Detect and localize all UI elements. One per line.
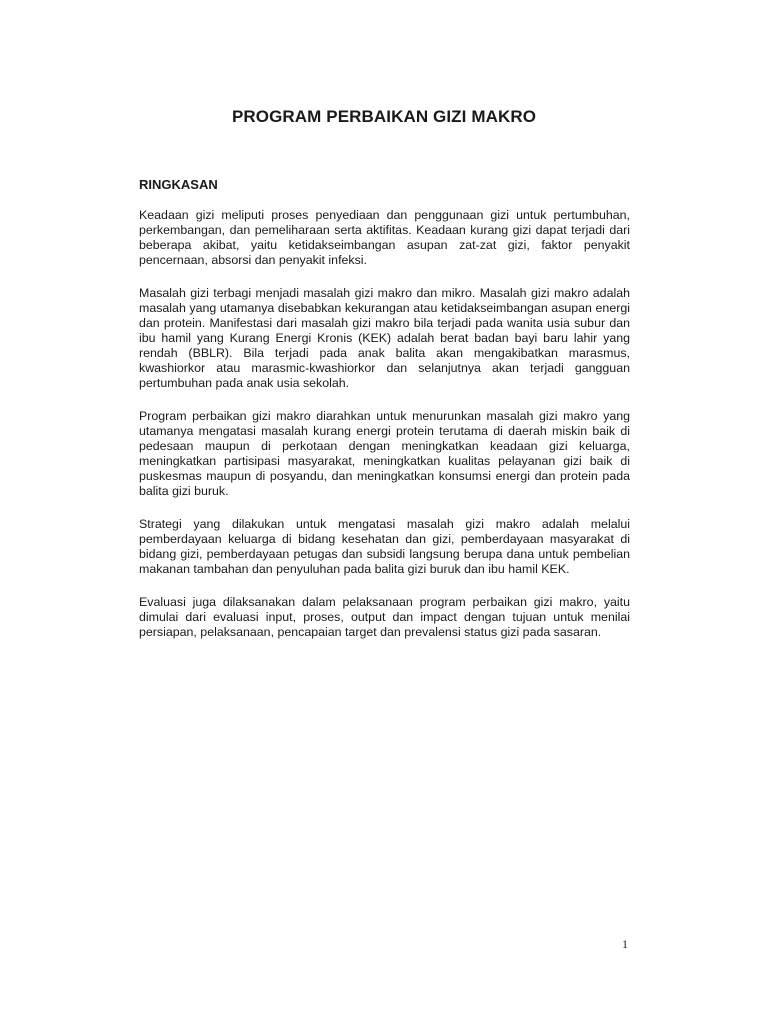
document-title: PROGRAM PERBAIKAN GIZI MAKRO [231,107,537,126]
paragraph-3: Program perbaikan gizi makro diarahkan untuk menurunkan masalah gizi makro yang utamanya mengatasi masalah kurang energi protein terutama di daerah miskin baik di pedesaan maupun di perkotaan dengan meningkatkan keadaan gizi keluarga, meningkatkan partisipasi masyarakat, meningkatkan kualitas pelayanan gizi baik di puskesmas maupun di posyandu, dan meningkatkan konsumsi energi dan protein pada balita gizi buruk. [139,409,630,498]
paragraph-5: Evaluasi juga dilaksanakan dalam pelaksanaan program perbaikan gizi makro, yaitu dimulai dari evaluasi input, proses, output dan impact dengan tujuan untuk menilai persiapan, pelaksanaan, pencapaian target dan prevalensi status gizi pada sasaran. [139,595,630,639]
section-heading: RINGKASAN [139,177,218,192]
paragraph-2: Masalah gizi terbagi menjadi masalah gizi makro dan mikro. Masalah gizi makro adalah masalah yang utamanya disebabkan kekurangan atau ketidakseimbangan asupan energi dan protein. Manifestasi dari masalah gizi makro bila terjadi pada wanita usia subur dan ibu hamil yang Kurang Energi Kronis (KEK) adalah berat badan bayi baru lahir yang rendah (BBLR). Bila terjadi pada anak balita akan mengakibatkan marasmus, kwashiorkor atau marasmic-kwashiorkor dan selanjutnya akan terjadi gangguan pertumbuhan pada anak usia sekolah. [139,286,630,390]
summary-body [139,208,630,658]
paragraph-1: Keadaan gizi meliputi proses penyediaan dan penggunaan gizi untuk pertumbuhan, perkembangan, dan pemeliharaan serta aktifitas. Keadaan kurang gizi dapat terjadi dari beberapa akibat, yaitu ketidakseimbangan asupan zat-zat gizi, faktor penyakit pencernaan, absorsi dan penyakit infeksi. [139,208,630,267]
paragraph-4: Strategi yang dilakukan untuk mengatasi masalah gizi makro adalah melalui pemberdayaan keluarga di bidang kesehatan dan gizi, pemberdayaan masyarakat di bidang gizi, pemberdayaan petugas dan subsidi langsung berupa dana untuk pembelian makanan tambahan dan penyuluhan pada balita gizi buruk dan ibu hamil KEK. [139,517,630,576]
page-number: 1 [622,937,628,951]
